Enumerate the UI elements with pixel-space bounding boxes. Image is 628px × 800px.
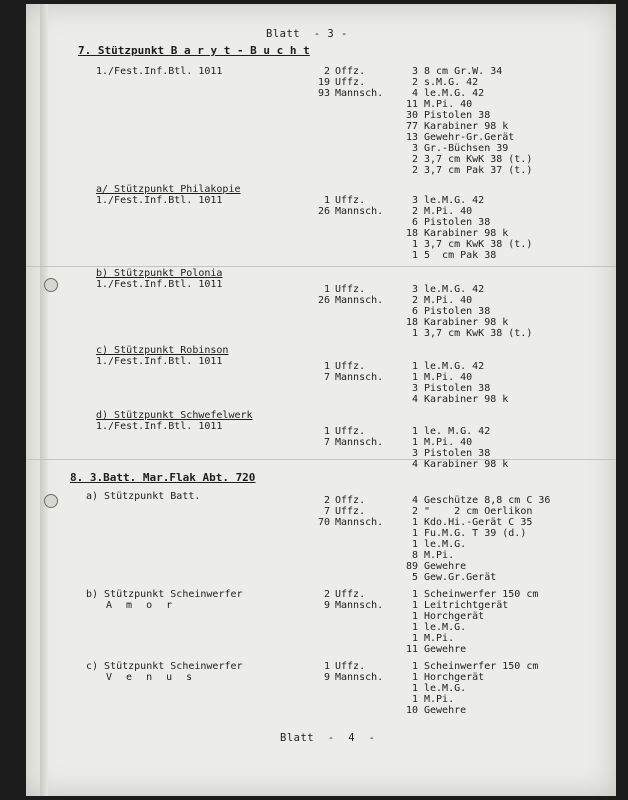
equipment-count: 6 — [411, 217, 418, 228]
equipment-count: 4 — [411, 394, 418, 405]
equipment-count: 1 — [411, 437, 418, 448]
equipment-item: le. M.G. 42 — [424, 426, 491, 437]
paper-fold — [26, 266, 616, 267]
section-title: 7. Stützpunkt B a r y t - B u c h t — [78, 44, 310, 57]
equipment-item: Horchgerät — [424, 611, 485, 622]
equipment-count: 1 — [411, 672, 418, 683]
equipment-count: 3 — [411, 284, 418, 295]
personnel-rank: Uffz. — [335, 77, 366, 88]
personnel-rank: Mannsch. — [335, 437, 384, 448]
equipment-count: 2 — [411, 506, 418, 517]
section-title: a/ Stützpunkt Philakopie — [96, 184, 241, 195]
personnel-count: 9 — [323, 600, 330, 611]
personnel-rank: Uffz. — [335, 361, 366, 372]
equipment-count: 1 — [411, 683, 418, 694]
equipment-count: 1 — [411, 528, 418, 539]
equipment-item: le.M.G. — [424, 683, 467, 694]
equipment-count: 3 — [411, 448, 418, 459]
equipment-count: 1 — [411, 589, 418, 600]
equipment-count: 8 — [411, 550, 418, 561]
equipment-item: Pistolen 38 — [424, 110, 491, 121]
page-footer: Blatt - 4 - — [280, 732, 376, 744]
equipment-item: 3,7 cm KwK 38 (t.) — [424, 154, 533, 165]
equipment-count: 30 — [405, 110, 418, 121]
section-title: c) Stützpunkt Robinson — [96, 345, 229, 356]
equipment-item: Karabiner 98 k — [424, 459, 509, 470]
personnel-count: 19 — [317, 77, 330, 88]
equipment-item: Gew.Gr.Gerät — [424, 572, 497, 583]
equipment-item: Pistolen 38 — [424, 217, 491, 228]
equipment-count: 1 — [411, 622, 418, 633]
unit-name: 1./Fest.Inf.Btl. 1011 — [96, 421, 223, 432]
binding-strip — [40, 4, 48, 796]
equipment-count: 5 — [411, 572, 418, 583]
personnel-rank: Mannsch. — [335, 517, 384, 528]
equipment-count: 3 — [411, 195, 418, 206]
page-header: Blatt - 3 - — [266, 28, 348, 40]
personnel-rank: Mannsch. — [335, 88, 384, 99]
personnel-count: 2 — [323, 589, 330, 600]
equipment-item: Karabiner 98 k — [424, 394, 509, 405]
personnel-rank: Mannsch. — [335, 672, 384, 683]
section-title: c) Stützpunkt Scheinwerfer — [86, 661, 243, 672]
equipment-count: 2 — [411, 206, 418, 217]
equipment-item: M.Pi. 40 — [424, 437, 473, 448]
equipment-count: 1 — [411, 600, 418, 611]
personnel-rank: Mannsch. — [335, 206, 384, 217]
personnel-rank: Uffz. — [335, 661, 366, 672]
unit-name: 1./Fest.Inf.Btl. 1011 — [96, 66, 223, 77]
equipment-item: Pistolen 38 — [424, 306, 491, 317]
equipment-item: Scheinwerfer 150 cm — [424, 589, 539, 600]
equipment-count: 2 — [411, 77, 418, 88]
personnel-count: 26 — [317, 295, 330, 306]
equipment-count: 2 — [411, 154, 418, 165]
personnel-count: 1 — [323, 195, 330, 206]
equipment-item: 5 cm Pak 38 — [424, 250, 497, 261]
personnel-rank: Mannsch. — [335, 600, 384, 611]
equipment-count: 1 — [411, 361, 418, 372]
equipment-item: 3,7 cm KwK 38 (t.) — [424, 239, 533, 250]
equipment-item: M.Pi. 40 — [424, 372, 473, 383]
equipment-item: M.Pi. 40 — [424, 99, 473, 110]
equipment-count: 4 — [411, 495, 418, 506]
section-title: b) Stützpunkt Scheinwerfer — [86, 589, 243, 600]
equipment-item: 3,7 cm Pak 37 (t.) — [424, 165, 533, 176]
equipment-count: 1 — [411, 539, 418, 550]
equipment-item: M.Pi. — [424, 633, 455, 644]
equipment-item: Horchgerät — [424, 672, 485, 683]
equipment-count: 4 — [411, 459, 418, 470]
equipment-count: 3 — [411, 66, 418, 77]
personnel-count: 26 — [317, 206, 330, 217]
equipment-count: 1 — [411, 611, 418, 622]
equipment-item: Geschütze 8,8 cm C 36 — [424, 495, 551, 506]
punch-hole — [44, 494, 58, 508]
equipment-count: 11 — [405, 644, 418, 655]
personnel-count: 7 — [323, 372, 330, 383]
equipment-item: 3,7 cm KwK 38 (t.) — [424, 328, 533, 339]
personnel-count: 2 — [323, 66, 330, 77]
personnel-rank: Uffz. — [335, 589, 366, 600]
personnel-count: 7 — [323, 437, 330, 448]
equipment-count: 77 — [405, 121, 418, 132]
equipment-item: Karabiner 98 k — [424, 317, 509, 328]
equipment-count: 1 — [411, 372, 418, 383]
equipment-count: 18 — [405, 317, 418, 328]
equipment-item: " 2 cm Oerlikon — [424, 506, 533, 517]
equipment-item: le.M.G. 42 — [424, 284, 485, 295]
equipment-count: 3 — [411, 143, 418, 154]
personnel-rank: Mannsch. — [335, 372, 384, 383]
personnel-rank: Mannsch. — [335, 295, 384, 306]
equipment-count: 1 — [411, 250, 418, 261]
equipment-count: 11 — [405, 99, 418, 110]
equipment-item: Gewehre — [424, 561, 467, 572]
personnel-count: 1 — [323, 361, 330, 372]
equipment-count: 13 — [405, 132, 418, 143]
section-subtitle: A m o r — [106, 600, 177, 611]
equipment-count: 89 — [405, 561, 418, 572]
personnel-count: 1 — [323, 284, 330, 295]
personnel-count: 93 — [317, 88, 330, 99]
equipment-item: Leitrichtgerät — [424, 600, 509, 611]
personnel-count: 7 — [323, 506, 330, 517]
equipment-item: M.Pi. — [424, 694, 455, 705]
personnel-count: 1 — [323, 426, 330, 437]
personnel-rank: Uffz. — [335, 426, 366, 437]
equipment-item: Gewehre — [424, 644, 467, 655]
equipment-item: Fu.M.G. T 39 (d.) — [424, 528, 527, 539]
equipment-count: 1 — [411, 694, 418, 705]
equipment-count: 1 — [411, 426, 418, 437]
equipment-item: Pistolen 38 — [424, 448, 491, 459]
equipment-item: le.M.G. — [424, 622, 467, 633]
equipment-item: Pistolen 38 — [424, 383, 491, 394]
equipment-count: 18 — [405, 228, 418, 239]
equipment-count: 10 — [405, 705, 418, 716]
section-title: b) Stützpunkt Polonia — [96, 268, 223, 279]
unit-name: 1./Fest.Inf.Btl. 1011 — [96, 195, 223, 206]
equipment-count: 4 — [411, 88, 418, 99]
section-title: d) Stützpunkt Schwefelwerk — [96, 410, 253, 421]
equipment-item: Karabiner 98 k — [424, 121, 509, 132]
unit-name: 1./Fest.Inf.Btl. 1011 — [96, 356, 223, 367]
equipment-item: le.M.G. 42 — [424, 361, 485, 372]
equipment-item: s.M.G. 42 — [424, 77, 479, 88]
personnel-count: 1 — [323, 661, 330, 672]
equipment-item: Gr.-Büchsen 39 — [424, 143, 509, 154]
equipment-item: Kdo.Hi.-Gerät C 35 — [424, 517, 533, 528]
equipment-item: Scheinwerfer 150 cm — [424, 661, 539, 672]
section-title: 8. 3.Batt. Mar.Flak Abt. 720 — [70, 471, 256, 484]
personnel-count: 2 — [323, 495, 330, 506]
equipment-count: 1 — [411, 239, 418, 250]
equipment-count: 1 — [411, 328, 418, 339]
equipment-item: M.Pi. 40 — [424, 206, 473, 217]
equipment-item: M.Pi. 40 — [424, 295, 473, 306]
personnel-rank: Uffz. — [335, 284, 366, 295]
equipment-item: Gewehre — [424, 705, 467, 716]
document-page — [26, 4, 616, 796]
equipment-item: le.M.G. 42 — [424, 195, 485, 206]
equipment-count: 2 — [411, 165, 418, 176]
equipment-count: 1 — [411, 633, 418, 644]
equipment-item: Gewehr-Gr.Gerät — [424, 132, 515, 143]
section-subtitle: V e n u s — [106, 672, 197, 683]
equipment-item: le.M.G. 42 — [424, 88, 485, 99]
personnel-rank: Uffz. — [335, 195, 366, 206]
equipment-count: 1 — [411, 661, 418, 672]
personnel-rank: Offz. — [335, 66, 366, 77]
equipment-item: 8 cm Gr.W. 34 — [424, 66, 503, 77]
equipment-item: le.M.G. — [424, 539, 467, 550]
unit-name: 1./Fest.Inf.Btl. 1011 — [96, 279, 223, 290]
personnel-rank: Offz. — [335, 495, 366, 506]
equipment-item: M.Pi. — [424, 550, 455, 561]
personnel-rank: Uffz. — [335, 506, 366, 517]
equipment-count: 1 — [411, 517, 418, 528]
equipment-item: Karabiner 98 k — [424, 228, 509, 239]
personnel-count: 70 — [317, 517, 330, 528]
equipment-count: 2 — [411, 295, 418, 306]
paper-fold — [26, 459, 616, 460]
equipment-count: 6 — [411, 306, 418, 317]
personnel-count: 9 — [323, 672, 330, 683]
punch-hole — [44, 278, 58, 292]
equipment-count: 3 — [411, 383, 418, 394]
unit-name: a) Stützpunkt Batt. — [86, 491, 201, 502]
